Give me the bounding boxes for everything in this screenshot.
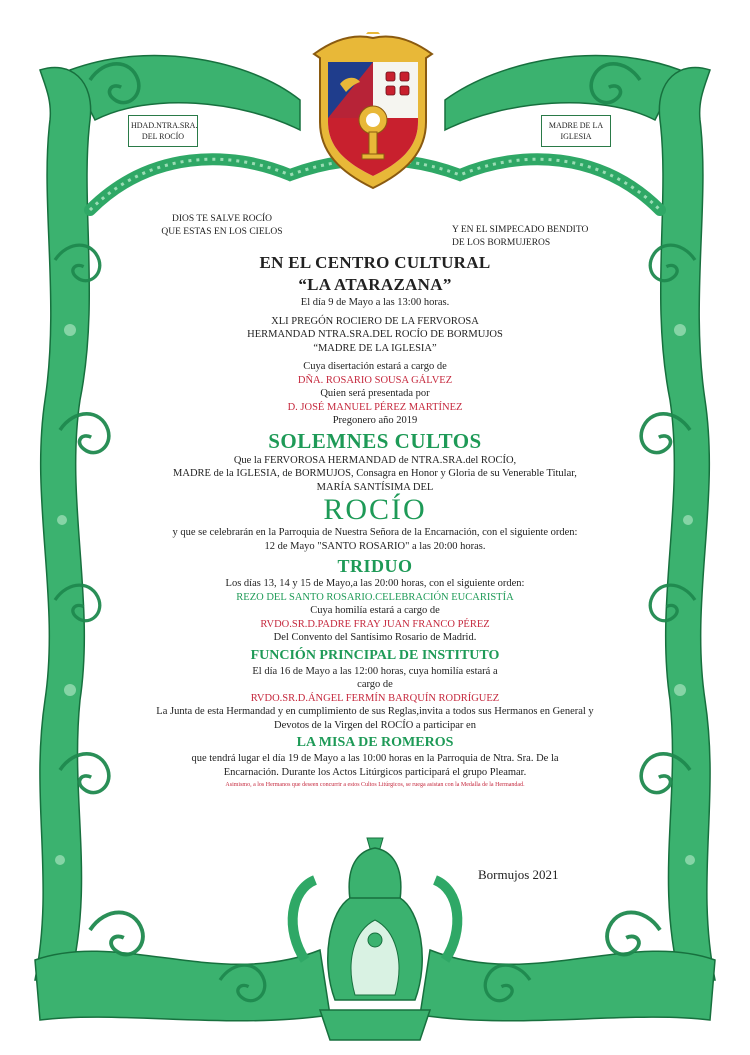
funcion-title: FUNCIÓN PRINCIPAL DE INSTITUTO [250,647,500,663]
misa-line-2: Encarnación. Durante los Actos Litúrgicos participará el grupo Pleamar. [223,766,527,778]
left-label-line-1: HDAD.NTRA.SRA. [131,121,198,130]
priest-2-name: RVDO.SR.D.ÁNGEL FERMÍN BARQUÍN RODRÍGUEZ [250,692,500,704]
speaker-name: DÑA. ROSARIO SOUSA GÁLVEZ [297,374,453,386]
junta-line-2: Devotos de la Virgen del ROCÍO a participar en [274,719,476,731]
rezo-line: REZO DEL SANTO ROSARIO.CELEBRACIÓN EUCARISTÍA [236,591,514,603]
medalla-note: Asimismo, a los Hermanos que deseen concurrir a estos Cultos Litúrgicos, se ruega asistan con la Medalla de la Hermandad. [225,782,525,788]
left-verse-line-2: QUE ESTAS EN LOS CIELOS [161,227,283,237]
venue-line-2: “LA ATARAZANA” [298,275,452,294]
pregon-line-2: HERMANDAD NTRA.SRA.DEL ROCÍO DE BORMUJOS [247,329,503,340]
right-verse-line-1: Y EN EL SIMPECADO BENDITO [452,225,589,235]
funcion-line-1: El día 16 de Mayo a las 12:00 horas, cuya homilía estará a [252,665,498,677]
place-year: Bormujos 2021 [478,867,559,882]
right-label-line-2: IGLESIA [560,132,592,141]
left-label-box [128,115,198,147]
venue-line-1: EN EL CENTRO CULTURAL [259,253,491,272]
celebracion-line-2: 12 de Mayo "SANTO ROSARIO" a las 20:00 horas. [264,540,486,552]
announcement-body [110,252,640,790]
homilia-line-1: Cuya homilía estará a cargo de [310,605,440,616]
celebracion-line-1: y que se celebrarán en la Parroquia de Nuestra Señora de la Encarnación, con el siguiente orden: [172,527,578,538]
right-verse-line-2: DE LOS BORMUJEROS [452,238,551,248]
cultos-line-1: Que la FERVOROSA HERMANDAD de NTRA.SRA.del ROCÍO, [233,454,517,466]
left-verse-line-1: DIOS TE SALVE ROCÍO [171,214,273,224]
cultos-title: SOLEMNES CULTOS [268,428,482,453]
right-label-line-1: MADRE DE LA [548,121,604,130]
right-verse [452,224,612,250]
triduo-line: Los días 13, 14 y 15 de Mayo,a las 20:00 horas, con el siguiente orden: [225,578,525,589]
shield-crest-icon [306,32,440,192]
cultos-line-2: MADRE de la IGLESIA, de BORMUJOS, Consagra en Honor y Gloria de su Venerable Titular, [173,468,577,479]
triduo-title: TRIDUO [337,556,413,576]
pregon-line-1: XLI PREGÓN ROCIERO DE LA FERVOROSA [271,315,479,327]
misa-line-1: que tendrá lugar el día 19 de Mayo a las 10:00 horas en la Parroquia de Ntra. Sra. De la [191,753,559,764]
presenter-name: D. JOSÉ MANUEL PÉREZ MARTÍNEZ [287,401,463,413]
cultos-line-3: MARÍA SANTÍSIMA DEL [316,481,434,493]
junta-line-1: La Junta de esta Hermandad y en cumplimiento de sus Reglas,invita a todos sus Hermanos en General y [156,706,594,717]
date-line: El día 9 de Mayo a las 13:00 horas. [300,297,450,308]
pregon-line-3: “MADRE DE LA IGLESIA” [313,342,437,354]
presentada-line: Quien será presentada por [320,388,430,399]
pregonero-line: Pregonero año 2019 [332,415,418,426]
rocio-title: ROCÍO [323,493,427,526]
left-label-line-2: DEL ROCÍO [141,132,185,141]
right-label-box [541,115,611,147]
misa-title: LA MISA DE ROMEROS [296,735,454,750]
left-verse [157,213,287,239]
priest-1-name: RVDO.SR.D.PADRE FRAY JUAN FRANCO PÉREZ [260,618,490,630]
disertacion-line: Cuya disertación estará a cargo de [303,361,447,372]
funcion-line-2: cargo de [357,679,393,690]
convento-line: Del Convento del Santísimo Rosario de Madrid. [273,632,477,643]
